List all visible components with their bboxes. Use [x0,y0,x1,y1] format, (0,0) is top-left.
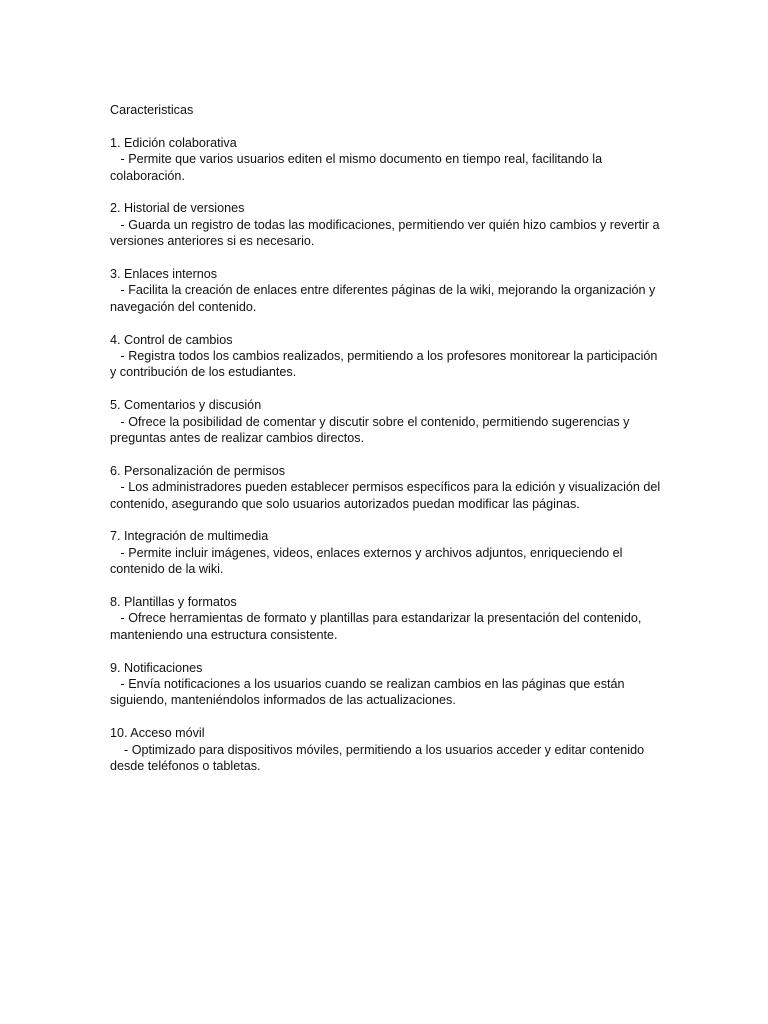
item-description: - Registra todos los cambios realizados, permitiendo a los profesores monitorear la participación y contribución de los estudiantes. [110,349,661,380]
item-description: - Permite incluir imágenes, videos, enlaces externos y archivos adjuntos, enriqueciendo el contenido de la wiki. [110,545,626,577]
list-item [110,725,662,774]
list-item [110,332,662,381]
list-item [110,594,662,643]
item-title: 2. Historial de versiones [110,201,245,216]
item-description: - Facilita la creación de enlaces entre diferentes páginas de la wiki, mejorando la organización y navegación del contenido. [110,283,659,314]
item-description: - Ofrece la posibilidad de comentar y discutir sobre el contenido, permitiendo sugerencias y preguntas antes de realizar cambios directos. [110,414,633,446]
item-title: 1. Edición colaborativa [110,135,237,150]
item-description: - Permite que varios usuarios editen el mismo documento en tiempo real, facilitando la colaboración. [110,152,606,183]
item-title: 10. Acceso móvil [110,726,205,741]
item-description: - Optimizado para dispositivos móviles, permitiendo a los usuarios acceder y editar contenido desde teléfonos o tabletas. [110,742,648,774]
document-title: Caracteristicas [110,103,194,117]
item-description: - Guarda un registro de todas las modificaciones, permitiendo ver quién hizo cambios y revertir a versiones anteriores si es necesario. [110,217,663,249]
list-item [110,266,662,315]
item-title: 4. Control de cambios [110,332,233,347]
item-title: 6. Personalización de permisos [110,463,286,478]
item-description: - Ofrece herramientas de formato y plantillas para estandarizar la presentación del contenido, manteniendo una estructura consistente. [110,611,645,642]
list-item [110,397,662,446]
item-title: 3. Enlaces internos [110,267,218,282]
list-item [110,463,662,512]
list-item [110,528,662,577]
item-description: - Envía notificaciones a los usuarios cuando se realizan cambios en las páginas que están siguiendo, manteniéndolos informados de las actualizaciones. [110,677,629,708]
list-item [110,200,662,249]
item-title: 5. Comentarios y discusión [110,398,262,413]
list-item [110,660,662,709]
item-description: - Los administradores pueden establecer permisos específicos para la edición y visualización del contenido, asegurando que solo usuarios autorizados puedan modificar las páginas. [110,480,664,511]
document-content [110,102,662,791]
item-title: 7. Integración de multimedia [110,529,269,544]
item-title: 8. Plantillas y formatos [110,595,237,610]
list-item [110,135,662,184]
item-title: 9. Notificaciones [110,660,203,675]
